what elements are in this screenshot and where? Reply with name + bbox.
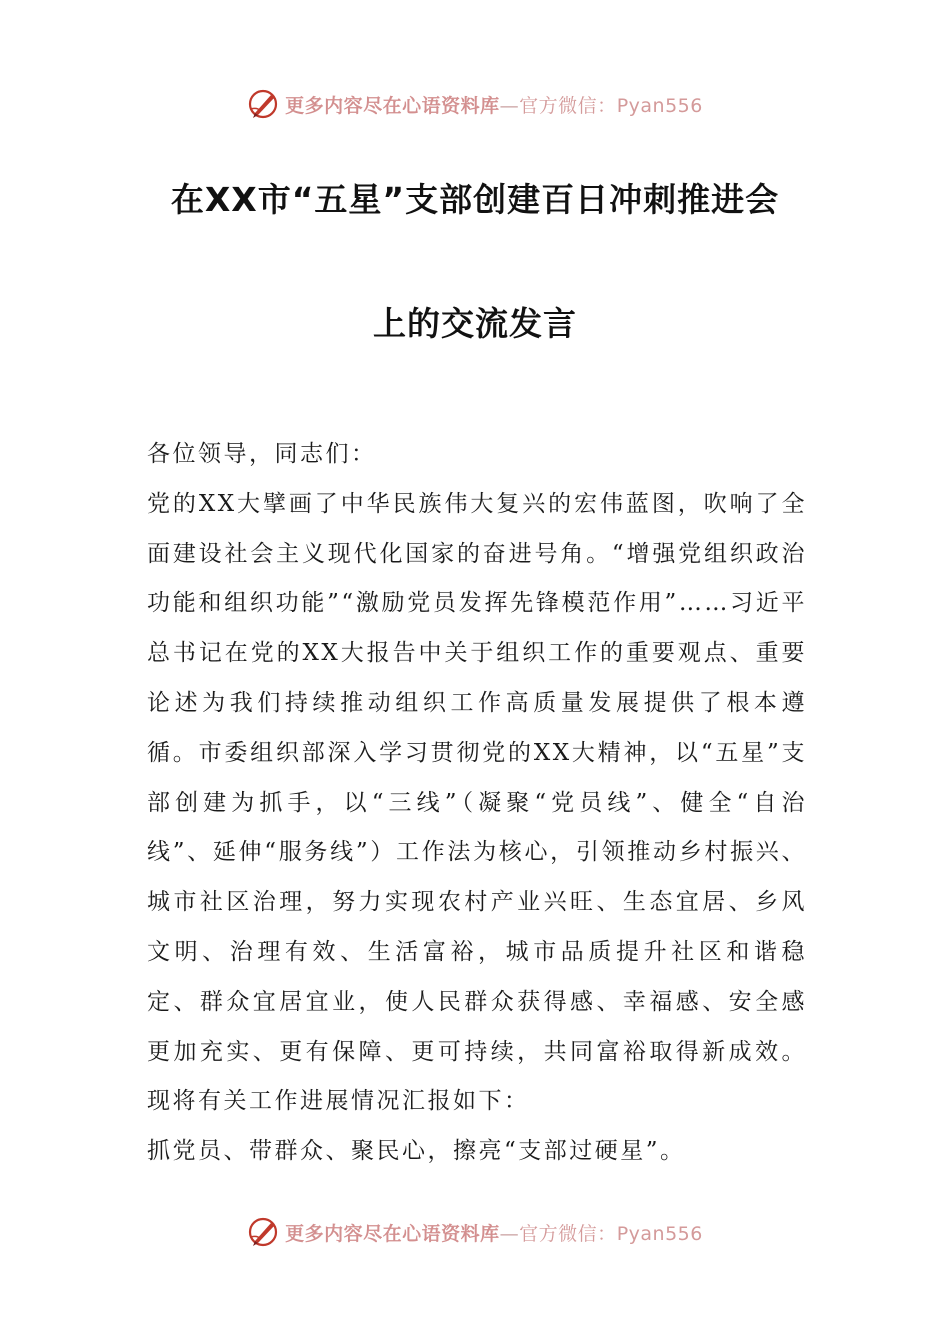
watermark-main-text: 更多内容尽在心语资料库 bbox=[285, 94, 500, 117]
watermark-account: Pyan556 bbox=[616, 1222, 703, 1245]
watermark-text bbox=[285, 1219, 703, 1246]
document-body bbox=[147, 430, 807, 1177]
paragraph-1: 党的XX大擘画了中华民族伟大复兴的宏伟蓝图，吹响了全面建设社会主义现代化国家的奋进号角。“增强党组织政治功能和组织功能”“激励党员发挥先锋模范作用”……习近平总书记在党的XX大报告中关于组织工作的重要观点、重要论述为我们持续推动组织工作高质量发展提供了根本遵循。市委组织部深入学习贯彻党的XX大精神，以“五星”支部创建为抓手，以“三线”（凝聚“党员线”、健全“自治线”、延伸“服务线”）工作法为核心，引领推动乡村振兴、城市社区治理，努力实现农村产业兴旺、生态宜居、乡风文明、治理有效、生活富裕，城市品质提升社区和谐稳定、群众宜居宜业，使人民群众获得感、幸福感、安全感更加充实、更有保障、更可持续，共同富裕取得新成效。现将有关工作进展情况汇报如下： bbox=[147, 490, 807, 1115]
watermark-official-label: 官方微信： bbox=[519, 94, 617, 117]
watermark-text bbox=[285, 91, 703, 118]
paragraph-2: 抓党员、带群众、聚民心，擦亮“支部过硬星”。 bbox=[147, 1138, 686, 1165]
document-title-line2: 上的交流发言 bbox=[373, 304, 577, 343]
footer-watermark bbox=[0, 1212, 950, 1252]
pen-logo-icon bbox=[247, 1215, 281, 1249]
watermark-account: Pyan556 bbox=[616, 94, 703, 117]
watermark-dash: — bbox=[499, 1222, 520, 1245]
pen-logo-icon bbox=[247, 87, 281, 121]
watermark-dash: — bbox=[499, 94, 520, 117]
watermark-main-text: 更多内容尽在心语资料库 bbox=[285, 1222, 500, 1245]
greeting: 各位领导，同志们： bbox=[147, 441, 377, 467]
header-watermark bbox=[0, 84, 950, 124]
document-title-line1: 在XX市“五星”支部创建百日冲刺推进会 bbox=[170, 180, 780, 219]
watermark-official-label: 官方微信： bbox=[519, 1222, 617, 1245]
